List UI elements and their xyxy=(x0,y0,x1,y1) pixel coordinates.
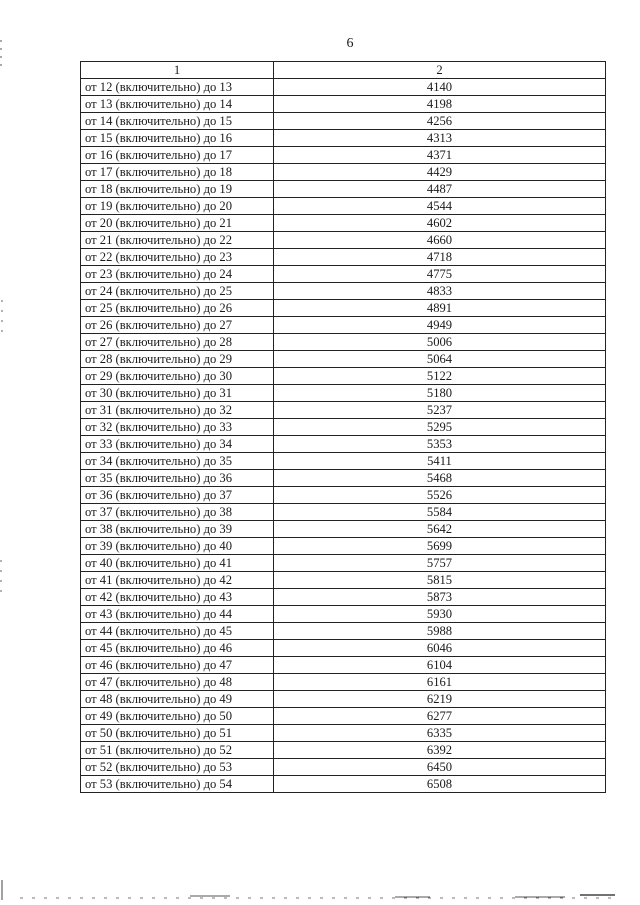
tariff-table xyxy=(80,61,606,793)
value-cell: 5757 xyxy=(274,555,606,572)
table-row xyxy=(81,215,606,232)
range-cell: от 21 (включительно) до 22 xyxy=(81,232,274,249)
value-cell: 5699 xyxy=(274,538,606,555)
table-header-row xyxy=(81,62,606,79)
range-cell: от 29 (включительно) до 30 xyxy=(81,368,274,385)
value-cell: 4775 xyxy=(274,266,606,283)
table-row xyxy=(81,181,606,198)
value-cell: 5180 xyxy=(274,385,606,402)
value-cell: 5584 xyxy=(274,504,606,521)
table-row xyxy=(81,538,606,555)
table-row xyxy=(81,776,606,793)
value-cell: 4949 xyxy=(274,317,606,334)
value-cell: 6277 xyxy=(274,708,606,725)
range-cell: от 52 (включительно) до 53 xyxy=(81,759,274,776)
table-row xyxy=(81,419,606,436)
range-cell: от 24 (включительно) до 25 xyxy=(81,283,274,300)
table-row xyxy=(81,504,606,521)
range-cell: от 53 (включительно) до 54 xyxy=(81,776,274,793)
value-cell: 6335 xyxy=(274,725,606,742)
value-cell: 6450 xyxy=(274,759,606,776)
table-row xyxy=(81,521,606,538)
range-cell: от 30 (включительно) до 31 xyxy=(81,385,274,402)
table-row xyxy=(81,232,606,249)
table-row xyxy=(81,164,606,181)
table-row xyxy=(81,198,606,215)
value-cell: 4140 xyxy=(274,79,606,96)
table-row xyxy=(81,334,606,351)
table-row xyxy=(81,113,606,130)
value-cell: 4256 xyxy=(274,113,606,130)
value-cell: 6161 xyxy=(274,674,606,691)
range-cell: от 51 (включительно) до 52 xyxy=(81,742,274,759)
value-cell: 6104 xyxy=(274,657,606,674)
range-cell: от 49 (включительно) до 50 xyxy=(81,708,274,725)
range-cell: от 28 (включительно) до 29 xyxy=(81,351,274,368)
range-cell: от 14 (включительно) до 15 xyxy=(81,113,274,130)
table-row xyxy=(81,589,606,606)
range-cell: от 13 (включительно) до 14 xyxy=(81,96,274,113)
table-row xyxy=(81,249,606,266)
value-cell: 5526 xyxy=(274,487,606,504)
range-cell: от 25 (включительно) до 26 xyxy=(81,300,274,317)
range-cell: от 17 (включительно) до 18 xyxy=(81,164,274,181)
table-row xyxy=(81,79,606,96)
range-cell: от 50 (включительно) до 51 xyxy=(81,725,274,742)
value-cell: 4602 xyxy=(274,215,606,232)
value-cell: 5064 xyxy=(274,351,606,368)
table-body xyxy=(81,79,606,793)
value-cell: 5237 xyxy=(274,402,606,419)
range-cell: от 15 (включительно) до 16 xyxy=(81,130,274,147)
value-cell: 4429 xyxy=(274,164,606,181)
value-cell: 5988 xyxy=(274,623,606,640)
range-cell: от 41 (включительно) до 42 xyxy=(81,572,274,589)
value-cell: 4487 xyxy=(274,181,606,198)
table-row xyxy=(81,708,606,725)
range-cell: от 32 (включительно) до 33 xyxy=(81,419,274,436)
value-cell: 4660 xyxy=(274,232,606,249)
value-cell: 5411 xyxy=(274,453,606,470)
table-row xyxy=(81,759,606,776)
range-cell: от 16 (включительно) до 17 xyxy=(81,147,274,164)
value-cell: 4313 xyxy=(274,130,606,147)
value-cell: 6046 xyxy=(274,640,606,657)
table-row xyxy=(81,725,606,742)
range-cell: от 18 (включительно) до 19 xyxy=(81,181,274,198)
table-row xyxy=(81,130,606,147)
value-cell: 6392 xyxy=(274,742,606,759)
value-cell: 4718 xyxy=(274,249,606,266)
value-cell: 6508 xyxy=(274,776,606,793)
range-cell: от 48 (включительно) до 49 xyxy=(81,691,274,708)
range-cell: от 19 (включительно) до 20 xyxy=(81,198,274,215)
range-cell: от 37 (включительно) до 38 xyxy=(81,504,274,521)
table-row xyxy=(81,300,606,317)
table-row xyxy=(81,436,606,453)
table-row xyxy=(81,266,606,283)
value-cell: 4544 xyxy=(274,198,606,215)
table-row xyxy=(81,674,606,691)
value-cell: 6219 xyxy=(274,691,606,708)
range-cell: от 31 (включительно) до 32 xyxy=(81,402,274,419)
table-row xyxy=(81,368,606,385)
table-row xyxy=(81,640,606,657)
range-cell: от 27 (включительно) до 28 xyxy=(81,334,274,351)
table-row xyxy=(81,453,606,470)
value-cell: 4833 xyxy=(274,283,606,300)
range-cell: от 35 (включительно) до 36 xyxy=(81,470,274,487)
value-cell: 4371 xyxy=(274,147,606,164)
range-cell: от 34 (включительно) до 35 xyxy=(81,453,274,470)
value-cell: 5873 xyxy=(274,589,606,606)
table-row xyxy=(81,572,606,589)
range-cell: от 22 (включительно) до 23 xyxy=(81,249,274,266)
range-cell: от 38 (включительно) до 39 xyxy=(81,521,274,538)
range-cell: от 47 (включительно) до 48 xyxy=(81,674,274,691)
table-row xyxy=(81,351,606,368)
scan-edge-marks xyxy=(0,0,6,905)
value-cell: 4198 xyxy=(274,96,606,113)
range-cell: от 33 (включительно) до 34 xyxy=(81,436,274,453)
table-row xyxy=(81,606,606,623)
table-row xyxy=(81,623,606,640)
table-row xyxy=(81,283,606,300)
table-row xyxy=(81,657,606,674)
range-cell: от 43 (включительно) до 44 xyxy=(81,606,274,623)
table-row xyxy=(81,402,606,419)
column-header-1: 1 xyxy=(81,62,274,79)
range-cell: от 44 (включительно) до 45 xyxy=(81,623,274,640)
value-cell: 5295 xyxy=(274,419,606,436)
table-row xyxy=(81,96,606,113)
range-cell: от 40 (включительно) до 41 xyxy=(81,555,274,572)
value-cell: 5122 xyxy=(274,368,606,385)
range-cell: от 26 (включительно) до 27 xyxy=(81,317,274,334)
table-row xyxy=(81,555,606,572)
table-row xyxy=(81,385,606,402)
value-cell: 5642 xyxy=(274,521,606,538)
range-cell: от 42 (включительно) до 43 xyxy=(81,589,274,606)
table-row xyxy=(81,147,606,164)
value-cell: 4891 xyxy=(274,300,606,317)
table-row xyxy=(81,470,606,487)
range-cell: от 39 (включительно) до 40 xyxy=(81,538,274,555)
page-number: 6 xyxy=(346,36,354,51)
column-header-2: 2 xyxy=(274,62,606,79)
value-cell: 5930 xyxy=(274,606,606,623)
value-cell: 5468 xyxy=(274,470,606,487)
table-row xyxy=(81,691,606,708)
scan-bottom-marks xyxy=(0,890,640,904)
range-cell: от 36 (включительно) до 37 xyxy=(81,487,274,504)
range-cell: от 23 (включительно) до 24 xyxy=(81,266,274,283)
value-cell: 5815 xyxy=(274,572,606,589)
range-cell: от 20 (включительно) до 21 xyxy=(81,215,274,232)
table-row xyxy=(81,742,606,759)
table-row xyxy=(81,487,606,504)
table-row xyxy=(81,317,606,334)
range-cell: от 12 (включительно) до 13 xyxy=(81,79,274,96)
value-cell: 5006 xyxy=(274,334,606,351)
range-cell: от 45 (включительно) до 46 xyxy=(81,640,274,657)
range-cell: от 46 (включительно) до 47 xyxy=(81,657,274,674)
value-cell: 5353 xyxy=(274,436,606,453)
